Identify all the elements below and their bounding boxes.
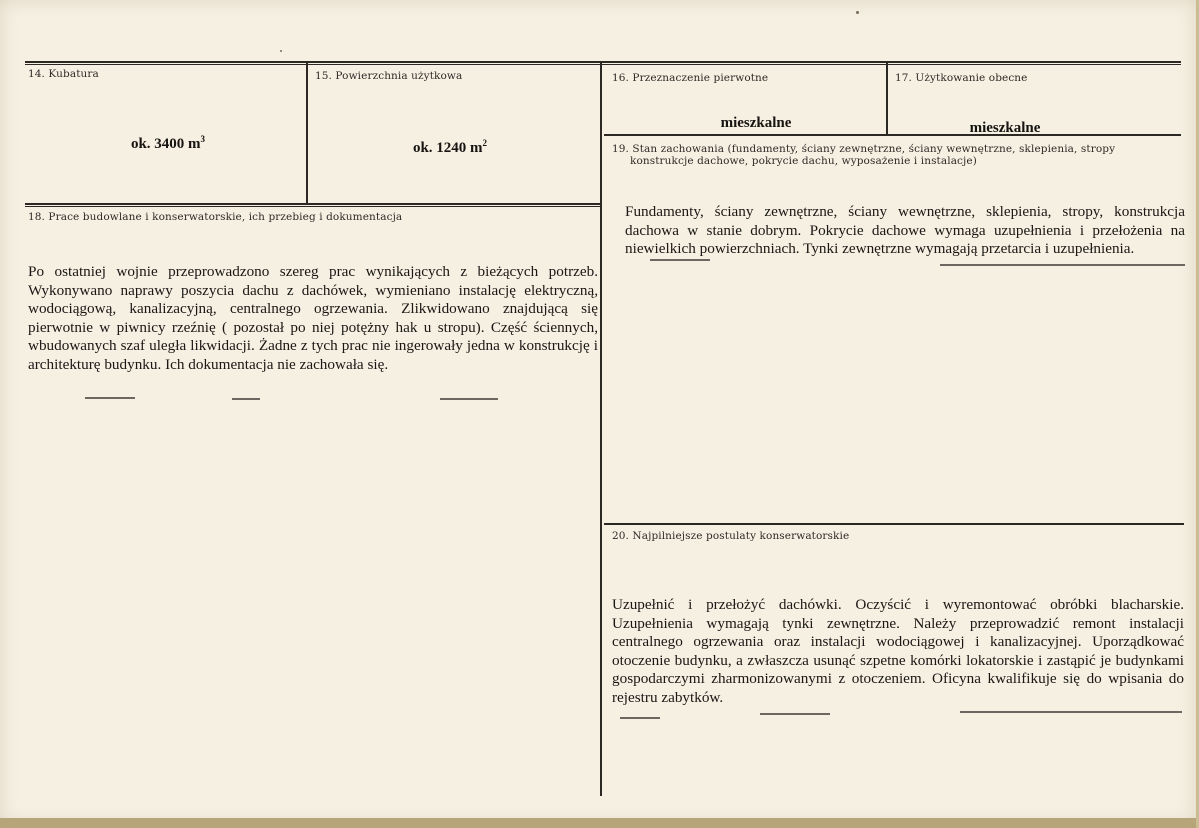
- field-14-label: 14. Kubatura: [28, 68, 99, 80]
- rule-under-14-15: [25, 203, 601, 205]
- field-15-value-text: ok. 1240 m: [412, 140, 483, 156]
- top-rule: [25, 61, 1181, 63]
- field-16-label: 16. Przeznaczenie pierwotne: [612, 72, 769, 84]
- field-15-value: [310, 134, 590, 157]
- field-19-text: Fundamenty, ściany zewnętrzne, ściany wewnętrzne, sklepienia, stropy, konstrukcja dachowa w stanie dobrym. Pokrycie dachowe wymaga uzupełnienia i przełożenia na niewielkich powierzchniach. Tynki zewnętrzne wymagają przetarcia i uzupełnienia.: [625, 203, 1185, 257]
- field-17-label: 17. Użytkowanie obecne: [895, 72, 1028, 84]
- handwriting-stroke: [85, 397, 135, 399]
- field-18-label: 18. Prace budowlane i konserwatorskie, ich przebieg i dokumentacja: [28, 211, 403, 223]
- center-divider: [600, 63, 602, 796]
- handwriting-stroke: [960, 711, 1182, 713]
- field-15-unit-exponent: 2: [482, 138, 488, 148]
- handwriting-stroke: [440, 398, 498, 400]
- field-18-text: Po ostatniej wojnie przeprowadzono szereg prac wynikających z bieżących potrzeb. Wykonywano naprawy poszycia dachu z dachówek, wymieniano instalację elektryczną, wodociągową, kanalizacyjną, centralnego ogrzewania. Zlikwidowano znajdującą się pierwotnie w piwnicy rzeźnię ( pozostał po niej potężny hak u stropu). Część ściennych, wbudowanych szaf uległa likwidacji. Żadne z tych prac nie ingerowały jedna w konstrukcję i architekturę budynku. Ich dokumentacja nie zachowała się.: [28, 263, 598, 373]
- rule-under-14-15-thin: [25, 206, 601, 207]
- field-14-unit-exponent: 3: [200, 134, 206, 144]
- field-14-value: [28, 130, 308, 153]
- field-20-text: Uzupełnić i przełożyć dachówki. Oczyścić i wyremontować obróbki blacharskie. Uzupełnienia wymagają tynki zewnętrzne. Należy przeprowadzić remont instalacji centralnego ogrzewania oraz instalacji wodociągowej i kanalizacyjnej. Uporządkować otoczenie budynku, a zwłaszcza usunąć szpetne komórki lokatorskie i zastąpić je budynkami gospodarczymi zharmonizowanymi z otoczeniem. Oficyna kwalifikuje się do wpisania do rejestru zabytków.: [612, 596, 1184, 706]
- field-15-label: 15. Powierzchnia użytkowa: [315, 70, 463, 82]
- field-19-label-line2: konstrukcje dachowe, pokrycie dachu, wyposażenie i instalacje): [630, 155, 977, 167]
- top-rule-thin: [25, 64, 1181, 65]
- field-19-label-line1: 19. Stan zachowania (fundamenty, ściany zewnętrzne, ściany wewnętrzne, sklepienia, stropy: [612, 143, 1116, 155]
- field-14-value-text: ok. 3400 m: [130, 136, 201, 152]
- handwriting-stroke: [650, 259, 710, 261]
- handwriting-stroke: [940, 264, 1185, 266]
- handwriting-stroke: [232, 398, 260, 400]
- paper-edge-bottom: [0, 818, 1199, 828]
- paper-speck: [856, 11, 859, 14]
- field-17-value: mieszkalne: [969, 120, 1041, 136]
- paper-speck: [280, 50, 282, 52]
- rule-above-20: [604, 523, 1184, 525]
- field-20-label: 20. Najpilniejsze postulaty konserwatorskie: [612, 530, 850, 542]
- field-16-value: mieszkalne: [720, 115, 792, 131]
- handwriting-stroke: [760, 713, 830, 715]
- handwriting-stroke: [620, 717, 660, 719]
